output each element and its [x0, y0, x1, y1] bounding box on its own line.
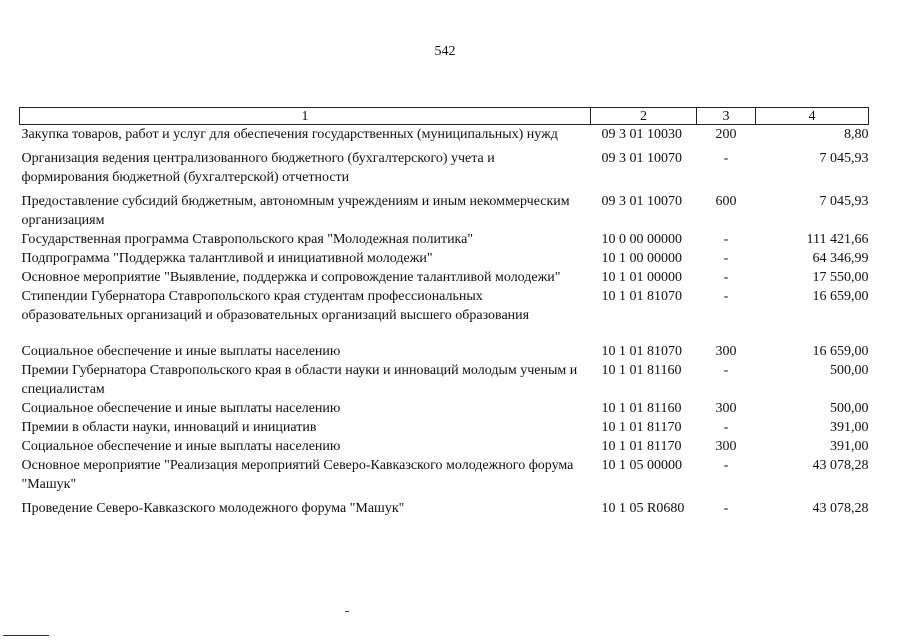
row-type: -	[723, 232, 729, 247]
row-type: -	[723, 270, 729, 285]
row-type: 300	[715, 401, 737, 416]
table-row	[20, 230, 869, 249]
row-amount: 17 550,00	[812, 270, 869, 285]
page-number: 542	[434, 44, 456, 59]
table-row	[20, 268, 869, 287]
table-row	[20, 125, 869, 150]
table-header	[20, 108, 869, 125]
row-type: 200	[715, 127, 737, 142]
row-code: 10 1 01 81170	[601, 439, 682, 454]
row-name: Социальное обеспечение и иные выплаты населению	[21, 344, 341, 359]
row-amount: 43 078,28	[812, 458, 869, 473]
row-code: 09 3 01 10070	[601, 194, 682, 209]
row-code: 10 1 01 81160	[601, 363, 682, 378]
table-row	[20, 437, 869, 456]
table-row	[20, 456, 869, 499]
header-col-3: 3	[697, 108, 756, 125]
row-name: Основное мероприятие "Реализация мероприятий Северо-Кавказского молодежного форума "Машук"	[21, 458, 574, 492]
row-code: 10 1 01 81170	[601, 420, 682, 435]
row-type: 600	[715, 194, 737, 209]
row-amount: 391,00	[830, 420, 869, 435]
row-code: 10 1 00 00000	[601, 251, 682, 266]
row-name: Государственная программа Ставропольского края "Молодежная политика"	[21, 232, 474, 247]
row-type: 300	[715, 439, 737, 454]
row-amount: 7 045,93	[819, 151, 869, 166]
scan-mark	[345, 611, 349, 612]
row-amount: 16 659,00	[812, 344, 869, 359]
table-row	[20, 342, 869, 361]
row-name: Премии Губернатора Ставропольского края в области науки и инноваций молодым ученым и специалистам	[21, 363, 578, 397]
row-amount: 7 045,93	[819, 194, 869, 209]
row-type: 300	[715, 344, 737, 359]
row-name: Социальное обеспечение и иные выплаты населению	[21, 401, 341, 416]
row-type: -	[723, 501, 729, 516]
budget-table	[19, 107, 869, 518]
row-type: -	[723, 251, 729, 266]
table-row	[20, 361, 869, 399]
row-name: Закупка товаров, работ и услуг для обеспечения государственных (муниципальных) нужд	[21, 127, 558, 142]
row-name: Социальное обеспечение и иные выплаты населению	[21, 439, 341, 454]
row-amount: 500,00	[830, 401, 869, 416]
row-type: -	[723, 420, 729, 435]
header-col-4: 4	[756, 108, 869, 125]
table-row	[20, 499, 869, 518]
row-name: Основное мероприятие "Выявление, поддержка и сопровождение талантливой молодежи"	[21, 270, 561, 285]
table-row	[20, 418, 869, 437]
row-amount: 500,00	[830, 363, 869, 378]
table-row	[20, 192, 869, 230]
row-code: 10 1 05 R0680	[601, 501, 685, 516]
row-name: Организация ведения централизованного бюджетного (бухгалтерского) учета и формирования бюджетной (бухгалтерской) отчетности	[21, 151, 495, 185]
row-name: Проведение Северо-Кавказского молодежного форума "Машук"	[21, 501, 405, 516]
budget-table-container	[19, 107, 868, 518]
table-row	[20, 249, 869, 268]
row-amount: 391,00	[830, 439, 869, 454]
row-amount: 64 346,99	[812, 251, 869, 266]
row-amount: 43 078,28	[812, 501, 869, 516]
footnote-divider	[3, 635, 49, 636]
row-type: -	[723, 289, 729, 304]
row-amount: 111 421,66	[806, 232, 869, 247]
header-col-1: 1	[20, 108, 591, 125]
row-name: Предоставление субсидий бюджетным, автономным учреждениям и иным некоммерческим организациям	[21, 194, 570, 228]
table-row	[20, 399, 869, 418]
row-code: 10 1 01 81070	[601, 344, 682, 359]
row-type: -	[723, 151, 729, 166]
row-code: 10 1 01 81160	[601, 401, 682, 416]
row-type: -	[723, 458, 729, 473]
row-code: 09 3 01 10070	[601, 151, 682, 166]
row-type: -	[723, 363, 729, 378]
table-row	[20, 287, 869, 342]
row-code: 10 0 00 00000	[601, 232, 682, 247]
row-name: Подпрограмма "Поддержка талантливой и инициативной молодежи"	[21, 251, 433, 266]
row-amount: 8,80	[844, 127, 869, 142]
row-code: 10 1 01 81070	[601, 289, 682, 304]
row-code: 10 1 05 00000	[601, 458, 682, 473]
row-code: 09 3 01 10030	[601, 127, 682, 142]
header-row	[20, 108, 869, 125]
row-code: 10 1 01 00000	[601, 270, 682, 285]
row-amount: 16 659,00	[812, 289, 869, 304]
header-col-2: 2	[591, 108, 697, 125]
table-body	[20, 125, 869, 519]
row-name: Премии в области науки, инноваций и инициатив	[21, 420, 317, 435]
table-row	[20, 149, 869, 192]
row-name: Стипендии Губернатора Ставропольского края студентам профессиональных образовательных организаций и образовательных организаций высшего образования	[21, 289, 530, 323]
